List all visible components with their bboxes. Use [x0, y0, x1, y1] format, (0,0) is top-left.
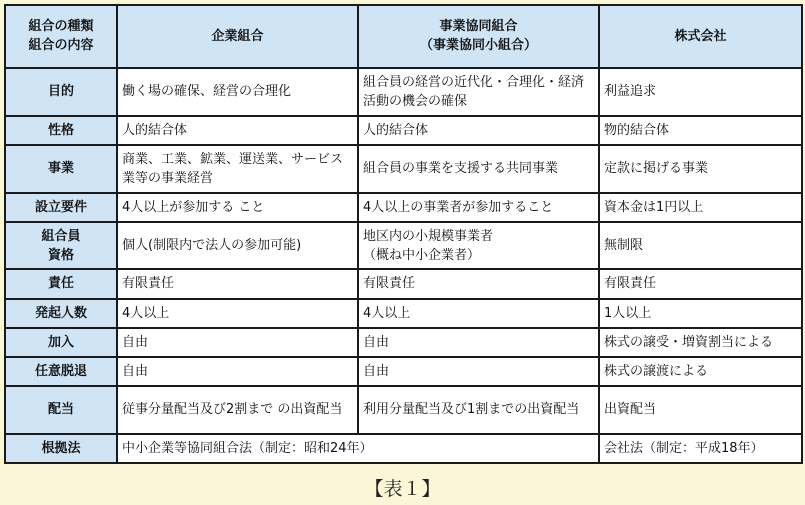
table-row	[5, 328, 802, 357]
row-header: 配当	[5, 386, 117, 433]
column-header-kabushiki-kaisha: 株式会社	[599, 5, 802, 68]
table-cell: 利用分量配当及び1割までの出資配当	[358, 386, 599, 433]
table-row	[5, 68, 802, 116]
table-row	[5, 222, 802, 269]
table-cell: 個人(制限内で法人の参加可能)	[117, 222, 358, 269]
row-header: 性格	[5, 116, 117, 145]
row-header: 発起人数	[5, 299, 117, 328]
table-cell: 商業、工業、鉱業、運送業、サービス業等の事業経営	[117, 145, 358, 192]
table-cell-merged: 中小企業等協同組合法（制定：昭和24年）	[117, 434, 599, 463]
column-header-label: 事業協同組合	[439, 19, 518, 35]
table-cell: 自由	[117, 357, 358, 386]
table-row	[5, 386, 802, 433]
table-cell	[358, 222, 599, 269]
row-header-line-1: 組合員	[41, 228, 81, 244]
column-header-kigyo-kumiai: 企業組合	[117, 5, 358, 68]
table-cell: 1人以上	[599, 299, 802, 328]
table-cell: 自由	[358, 357, 599, 386]
table-cell: 4人以上	[117, 299, 358, 328]
table-caption: 【表１】	[364, 478, 441, 500]
table-cell: 資本金は1円以上	[599, 193, 802, 222]
table-cell: 有限責任	[358, 269, 599, 298]
comparison-table	[4, 4, 803, 464]
table-row	[5, 116, 802, 145]
row-header: 加入	[5, 328, 117, 357]
table-cell: 会社法（制定：平成18年）	[599, 434, 802, 463]
table-cell: 定款に掲げる事業	[599, 145, 802, 192]
corner-header	[5, 5, 117, 68]
row-header: 目的	[5, 68, 117, 116]
table-row	[5, 269, 802, 298]
table-cell: 組合員の事業を支援する共同事業	[358, 145, 599, 192]
row-header-line-2: 資格	[47, 247, 74, 263]
row-header: 責任	[5, 269, 117, 298]
corner-line-1: 組合の種類	[28, 19, 94, 35]
table-cell: 4人以上が参加する こと	[117, 193, 358, 222]
column-header-sub: （事業協同小組合）	[419, 38, 537, 54]
table-cell: 有限責任	[599, 269, 802, 298]
table-row	[5, 434, 802, 463]
table-row	[5, 145, 802, 192]
row-header	[5, 222, 117, 269]
table-cell: 株式の譲受・増資割当による	[599, 328, 802, 357]
table-cell: 利益追求	[599, 68, 802, 116]
table-cell: 4人以上の事業者が参加すること	[358, 193, 599, 222]
column-header-jigyo-kyodo-kumiai	[358, 5, 599, 68]
table-cell: 有限責任	[117, 269, 358, 298]
table-cell: 自由	[358, 328, 599, 357]
table-row	[5, 357, 802, 386]
row-header: 事業	[5, 145, 117, 192]
row-header: 任意脱退	[5, 357, 117, 386]
table-cell: 4人以上	[358, 299, 599, 328]
row-header: 設立要件	[5, 193, 117, 222]
table-cell: 株式の譲渡による	[599, 357, 802, 386]
row-header: 根拠法	[5, 434, 117, 463]
table-cell: 働く場の確保、経営の合理化	[117, 68, 358, 116]
table-cell: 出資配当	[599, 386, 802, 433]
cell-line-2: （概ね中小企業者）	[363, 247, 481, 263]
table-cell: 人的結合体	[358, 116, 599, 145]
table-cell: 組合員の経営の近代化・合理化・経済活動の機会の確保	[358, 68, 599, 116]
corner-line-2: 組合の内容	[28, 38, 94, 54]
table-cell: 物的結合体	[599, 116, 802, 145]
table-header-row	[5, 5, 802, 68]
table-row	[5, 193, 802, 222]
table-cell: 無制限	[599, 222, 802, 269]
table-cell: 従事分量配当及び2割まで の出資配当	[117, 386, 358, 433]
table-row	[5, 299, 802, 328]
cell-line-1: 地区内の小規模事業者	[363, 228, 494, 244]
table-cell: 自由	[117, 328, 358, 357]
table-cell: 人的結合体	[117, 116, 358, 145]
